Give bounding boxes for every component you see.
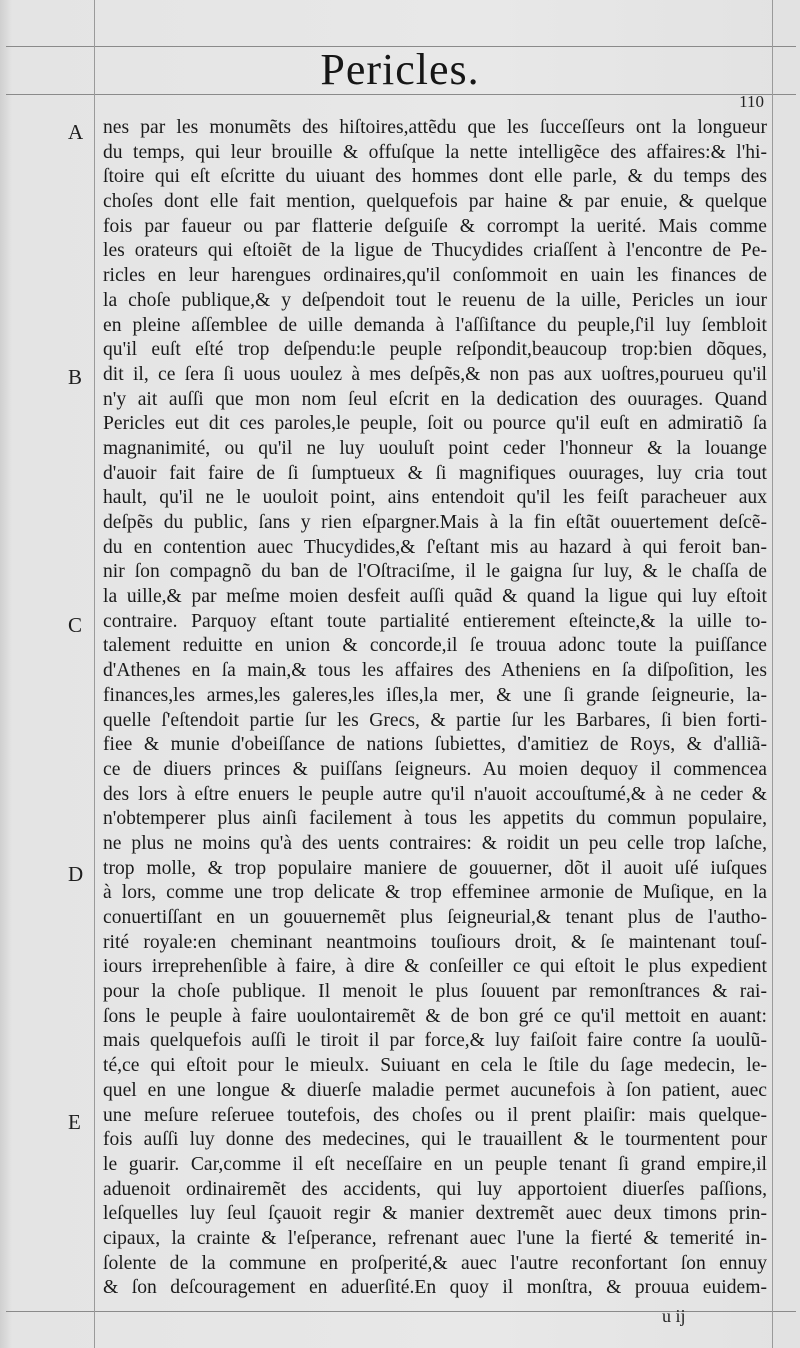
text-line: talement reduitte en union & concorde,il ſe trouua adonc toute la puiſſance: [103, 635, 767, 657]
text-line: nes par les monumẽts des hiſtoires,attẽdu que les ſucceſſeurs ont la longueur: [103, 117, 767, 138]
text-line: ſtoire qui eſt eſcritte du uiuant des hommes dont elle parle, & du temps des: [103, 166, 767, 188]
text-line: du en contention auec Thucydides,& ſ'eſtant mis au hazard à qui feroit ban-: [103, 536, 767, 558]
text-line: n'y ait auſſi que mon nom ſeul eſcrit en la dedication des ouurages. Quand: [103, 388, 767, 410]
text-line: la choſe publique,& y deſpendoit tout le reuenu de la uille, Pericles un iour: [103, 289, 767, 311]
text-line: ſons le peuple à faire uoulontairemẽt & de bon gré ce qu'il mettoit en auant:: [103, 1005, 767, 1027]
text-line: en pleine aſſemblee de uille demanda à l'aſſiſtance du peuple,ſ'il luy ſembloit: [103, 314, 767, 336]
text-line: & ſon deſcouragement en aduerſité.En quoy il monſtra, & prouua euidem-: [103, 1277, 767, 1299]
margin-marker: C: [68, 613, 83, 637]
text-line: ne plus ne moins qu'à des uents contraires: & roidit un peu celle trop laſche,: [103, 832, 767, 854]
text-line: les orateurs qui eſtoiẽt de la ligue de Thucydides criaſſent à l'encontre de Pe-: [103, 240, 767, 262]
text-line: té,ce qui eſtoit pour le mieulx. Suiuant en cela le ſtile du ſage medecin, le-: [103, 1055, 767, 1077]
text-line: nir ſon compagnõ du ban de l'Oſtraciſme, il le gaigna ſur luy, & le chaſſa de: [103, 561, 767, 583]
text-line: quel en une longue & diuerſe maladie permet aucunefois à ſon patient, auec: [103, 1079, 767, 1101]
text-line: hault, qu'il ne le uouloit point, ains entendoit qu'il les feiſt paracheuer aux: [103, 487, 767, 509]
text-line: ſolente de la commune en proſperité,& auec l'autre reconfortant ſon ennuy: [103, 1252, 767, 1274]
left-margin-rule: [94, 0, 95, 1348]
text-line: ce de diuers princes & puiſſans ſeigneurs. Au moien dequoy il commencea: [103, 758, 767, 780]
text-line: d'auoir fait faire de ſi ſumptueux & ſi magnifiques ouurages, luy cria tout: [103, 462, 767, 484]
text-line: la uille,& par meſme moien desfeit auſſi quãd & quand la ligue qui luy eſtoit: [103, 586, 767, 608]
text-line: leſquelles luy ſeul ſçauoit regir & manier dextremẽt auec deux timons prin-: [103, 1203, 767, 1225]
text-line: qu'il euſt eſté trop deſpendu:le peuple reſpondit,beaucoup trop:bien dõques,: [103, 339, 767, 361]
text-line: le guarir. Car,comme il eſt neceſſaire en un peuple tenant ſi grand empire,il: [103, 1153, 767, 1175]
text-line: Pericles eut dit ces paroles,le peuple, ſoit ou pource qu'il euſt en admiratiõ ſa: [103, 413, 767, 435]
text-line: cipaux, la crainte & l'eſperance, refrenant auec l'une la fierté & temerité in-: [103, 1227, 767, 1249]
text-line: quelle ſ'eſtendoit partie ſur les Grecs, & partie ſur les Barbares, ſi bien forti-: [103, 709, 767, 731]
margin-marker: E: [68, 1110, 81, 1134]
text-line: fois auſſi luy donne des medecines, qui le trauaillent & le tourmentent pour: [103, 1129, 767, 1151]
margin-marker: A: [68, 120, 84, 144]
page-title: Pericles.: [320, 45, 480, 94]
text-line: rité royale:en cheminant neantmoins touſiours droit, & ſe maintenant touſ-: [103, 931, 767, 953]
signature-mark: u ij: [662, 1306, 686, 1326]
text-line: deſpẽs du public, ſans y rien eſpargner.Mais à la fin eſtãt ouuertement deſcẽ-: [103, 512, 767, 533]
text-line: du temps, qui leur brouille & offuſque la nette intelligẽce des affaires:& l'hi-: [103, 141, 767, 163]
page-number: 110: [739, 92, 764, 111]
text-line: des lors à eſtre enuers le peuple autre qu'il n'auoit accouſtumé,& à ne ceder &: [103, 783, 767, 805]
text-line: magnanimité, ou qu'il ne luy uouluſt point ceder l'honneur & la louange: [103, 437, 767, 459]
margin-marker: D: [68, 862, 84, 886]
right-margin-rule: [772, 0, 773, 1348]
text-line: ricles en leur harengues ordinaires,qu'il conſommoit en uain les finances de: [103, 265, 767, 287]
text-line: n'obtemperer plus ainſi facilement à tous les appetits du commun populaire,: [103, 808, 767, 830]
text-line: aduenoit ordinairemẽt des accidents, qui luy apportoient diuerſes paſſions,: [103, 1178, 767, 1200]
text-line: conuertiſſant en un gouuernemẽt plus ſeigneurial,& tenant plus de l'autho-: [103, 907, 767, 928]
text-line: choſes dont elle fait mention, quelquefois par haine & par enuie, & quelque: [103, 191, 767, 213]
text-line: à lors, comme une trop delicate & trop effeminee armonie de Muſique, en la: [103, 882, 767, 904]
text-line: iours irreprehenſible à faire, à dire & conſeiller ce qui eſtoit le plus expedient: [103, 956, 767, 978]
text-line: pour la choſe publique. Il menoit le plus ſouuent par remonſtrances & rai-: [103, 981, 767, 1003]
text-line: fois par faueur ou par flatterie deſguiſe & corrompt la uerité. Mais comme: [103, 215, 767, 237]
text-line: fiee & munie d'obeiſſance de nations ſubiettes, d'amitiez de Roys, & d'alliã-: [103, 734, 767, 756]
text-line: mais quelquefois auſſi le tiroit il par force,& luy faiſoit faire contre ſa uoulũ-: [103, 1030, 767, 1052]
text-line: contraire. Parquoy eſtant toute partialité entierement eſteincte,& la uille to-: [103, 610, 767, 632]
body-text: [103, 116, 767, 1301]
text-line: finances,les armes,les galeres,les iſles,la mer, & une ſi grande ſeigneurie, la-: [103, 684, 767, 706]
text-line: dit il, ce ſera ſi uous uoulez à mes deſpẽs,& non pas aux uoſtres,pourueu qu'il: [103, 363, 767, 385]
text-line: trop molle, & trop populaire maniere de gouuerner, dõt il auoit uſé iuſques: [103, 857, 767, 879]
margin-marker: B: [68, 365, 83, 389]
text-line: d'Athenes en ſa main,& tous les affaires des Atheniens en ſa diſpoſition, les: [103, 660, 767, 682]
text-line: une meſure reſeruee toutefois, des choſes ou il prent plaiſir: mais quelque-: [103, 1104, 767, 1126]
